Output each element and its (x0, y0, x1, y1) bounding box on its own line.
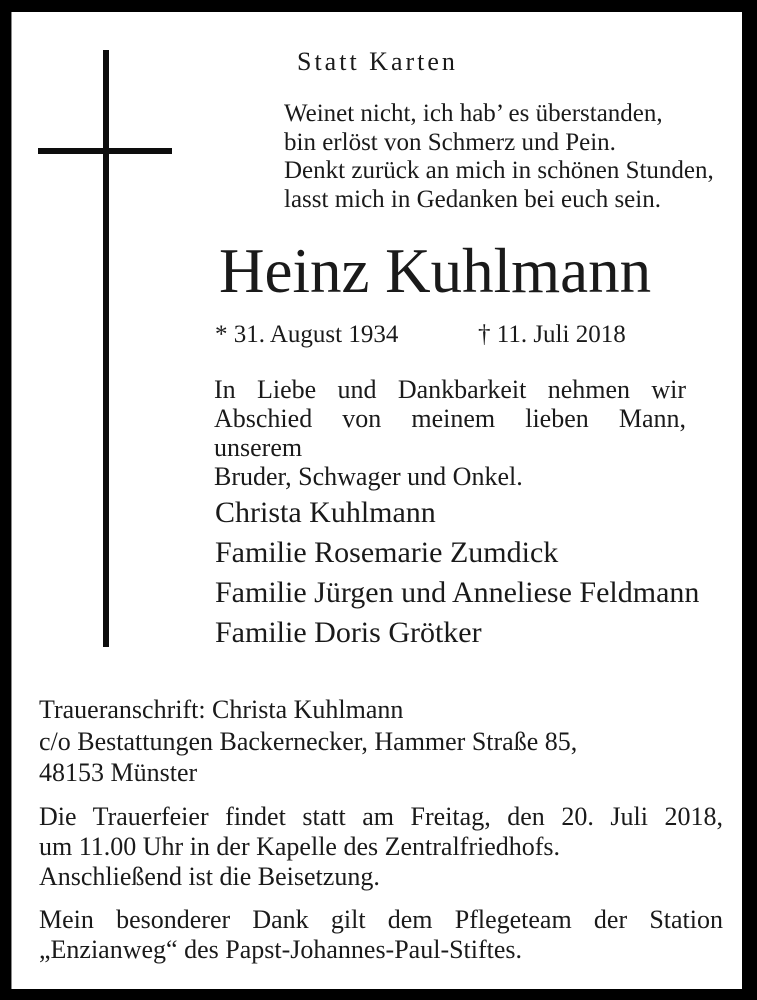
poem-line: Denkt zurück an mich in schönen Stunden, (284, 157, 714, 184)
birth-date (215, 322, 398, 347)
mourner-name: Familie Rosemarie Zumdick (215, 536, 559, 569)
tribute-line: Bruder, Schwager und Onkel. (214, 462, 523, 491)
address-line: 48153 Münster (39, 758, 198, 787)
tribute-line: In Liebe und Dankbarkeit nehmen wir (214, 375, 686, 404)
mourner-name: Familie Jürgen und Anneliese Feldmann (215, 576, 700, 609)
cross-horizontal-bar (38, 148, 172, 154)
obituary-page (11, 12, 742, 989)
poem (284, 100, 714, 214)
address-line: c/o Bestattungen Backernecker, Hammer Straße 85, (39, 726, 578, 756)
service-line: um 11.00 Uhr in der Kapelle des Zentralfriedhofs. (39, 832, 561, 861)
cross-vertical-bar (103, 50, 109, 647)
birth-date-text: 31. August 1934 (233, 321, 399, 348)
mourner-name: Familie Doris Grötker (215, 616, 482, 649)
dagger-died-symbol: † (478, 321, 491, 348)
thanks-line: Mein besonderer Dank gilt dem Pflegeteam der Station (39, 905, 723, 934)
poem-line: lasst mich in Gedanken bei euch sein. (284, 185, 661, 213)
poem-line: bin erlöst von Schmerz und Pein. (284, 128, 616, 156)
service-line: Die Trauerfeier findet statt am Freitag, den 20. Juli 2018, (39, 802, 723, 831)
star-born-symbol: * (215, 321, 228, 348)
death-date (478, 322, 626, 347)
funeral-service-block (39, 802, 723, 892)
death-date-text: 11. Juli 2018 (496, 321, 626, 348)
mourners-list (215, 493, 699, 653)
tribute-paragraph (214, 375, 686, 491)
mourner-name: Christa Kuhlmann (215, 496, 436, 529)
thanks-block (39, 905, 723, 965)
address-line: Traueranschrift: Christa Kuhlmann (39, 695, 404, 724)
poem-line: Weinet nicht, ich hab’ es überstanden, (284, 100, 663, 127)
pre-header-label: Statt Karten (297, 47, 458, 76)
service-line: Anschließend ist die Beisetzung. (39, 862, 380, 891)
mourning-address-block (39, 694, 577, 789)
deceased-name: Heinz Kuhlmann (219, 236, 652, 306)
tribute-line: Abschied von meinem lieben Mann, unserem (214, 404, 686, 462)
thanks-line: „Enzianweg“ des Papst-Johannes-Paul-Stiftes. (39, 935, 523, 964)
